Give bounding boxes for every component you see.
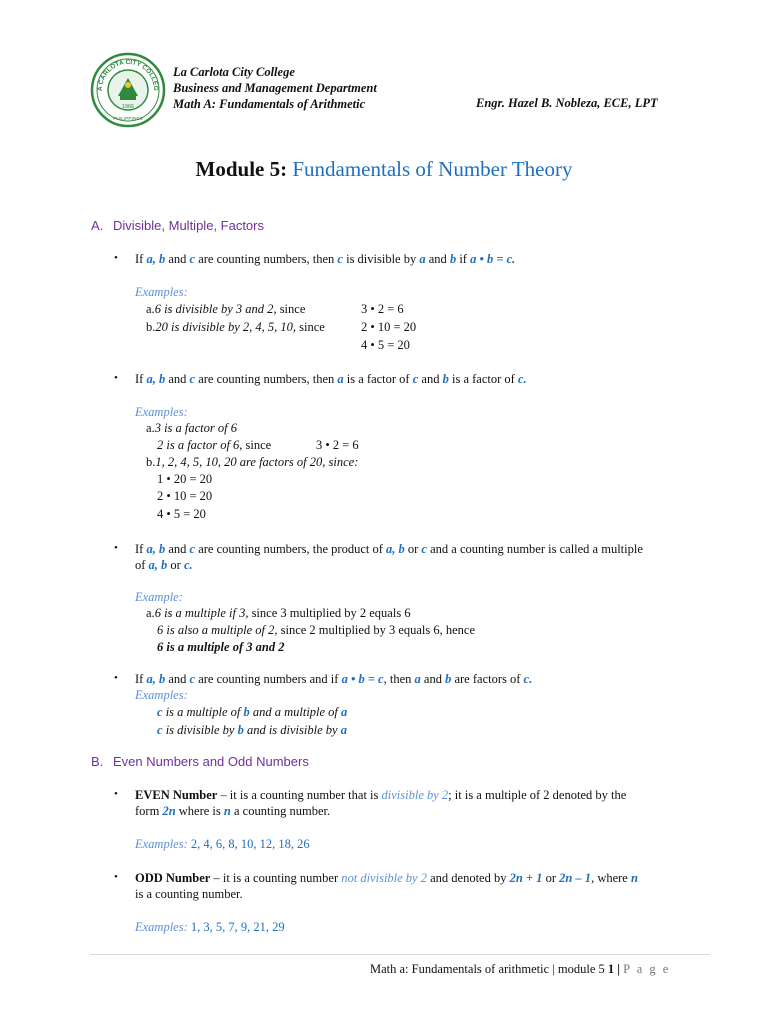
example-a: a.6 is a multiple if 3, since 3 multiplied by 2 equals 6 [146,606,411,620]
footer-divider [90,954,710,955]
odd-examples: Examples: 1, 3, 5, 7, 9, 21, 29 [135,920,285,934]
section-a-heading [91,218,264,233]
title-prefix: Module 5: [195,157,288,181]
examples-label: Examples: [135,688,188,702]
example-a: a.6 is divisible by 3 and 2, since [146,302,306,316]
header-block [173,64,377,112]
even-examples: Examples: 2, 4, 6, 8, 10, 12, 18, 26 [135,837,310,851]
bullet-icon: • [114,372,118,384]
bullet-1-text: If a, b and c are counting numbers, then c is divisible by a and b if a • b = c. [135,252,516,266]
equation: 4 • 5 = 20 [157,507,206,521]
bullet-icon: • [114,871,118,883]
example-line: c is divisible by b and is divisible by a [157,723,347,737]
example-b: b.1, 2, 4, 5, 10, 20 are factors of 20, since: [146,455,359,469]
section-b-heading [91,754,309,769]
odd-definition-line2: is a counting number. [135,887,243,901]
course-name: Math A: Fundamentals of Arithmetic [173,97,366,111]
bullet-2-text: If a, b and c are counting numbers, then a is a factor of c and b is a factor of c. [135,372,527,386]
section-letter: B. [91,754,104,769]
college-seal-logo [90,52,166,128]
example-b: b.20 is divisible by 2, 4, 5, 10, since [146,320,325,334]
title-main: Fundamentals of Number Theory [292,157,573,181]
odd-definition: ODD Number – it is a counting number not divisible by 2 and denoted by 2n + 1 or 2n – 1, where n [135,871,638,885]
page-word: P a g e [623,962,671,976]
section-title: Even Numbers and Odd Numbers [113,754,309,769]
bullet-icon: • [114,542,118,554]
college-name: La Carlota City College [173,65,295,79]
bullet-4-text: If a, b and c are counting numbers and if a • b = c, then a and b are factors of c. [135,672,533,686]
examples-label: Examples: [135,405,188,419]
examples-label: Examples: [135,285,188,299]
equation: 3 • 2 = 6 [361,302,404,316]
seal-year: 1966 [121,104,135,110]
example-line: c is a multiple of b and a multiple of a [157,705,348,719]
equation: 2 • 10 = 20 [157,489,213,503]
example-label: Example: [135,590,183,604]
page-footer [370,962,670,977]
instructor-name: Engr. Hazel B. Nobleza, ECE, LPT [476,96,658,110]
example-a-line2: 2 is a factor of 6, since [157,438,272,452]
footer-text: Math a: Fundamentals of arithmetic | module 5 [370,962,605,976]
even-definition-line2: form 2n where is n a counting number. [135,804,331,818]
example-a: a.3 is a factor of 6 [146,421,237,435]
seal-arc-text: A CARLOTA CITY COLLEG [96,58,160,92]
seal-country: PHILIPPINES [113,117,143,122]
even-definition: EVEN Number – it is a counting number that is divisible by 2; it is a multiple of 2 denoted by the [135,788,627,802]
section-letter: A. [91,218,104,233]
equation: 1 • 20 = 20 [157,472,213,486]
department-name: Business and Management Department [173,81,377,95]
bullet-3-text-line2: of a, b or c. [135,558,193,572]
bullet-icon: • [114,252,118,264]
equation: 2 • 10 = 20 [361,320,417,334]
bullet-icon: • [114,788,118,800]
equation: 3 • 2 = 6 [316,438,359,452]
example-a-line2: 6 is also a multiple of 2, since 2 multiplied by 3 equals 6, hence [157,623,476,637]
page-number: 1 [607,962,615,976]
equation: 4 • 5 = 20 [361,338,410,352]
page-title [0,157,768,182]
bullet-icon: • [114,672,118,684]
example-conclusion: 6 is a multiple of 3 and 2 [157,640,285,654]
footer-separator: | [617,962,621,976]
section-title: Divisible, Multiple, Factors [113,218,264,233]
bullet-3-text: If a, b and c are counting numbers, the product of a, b or c and a counting number is called a multiple [135,542,643,556]
